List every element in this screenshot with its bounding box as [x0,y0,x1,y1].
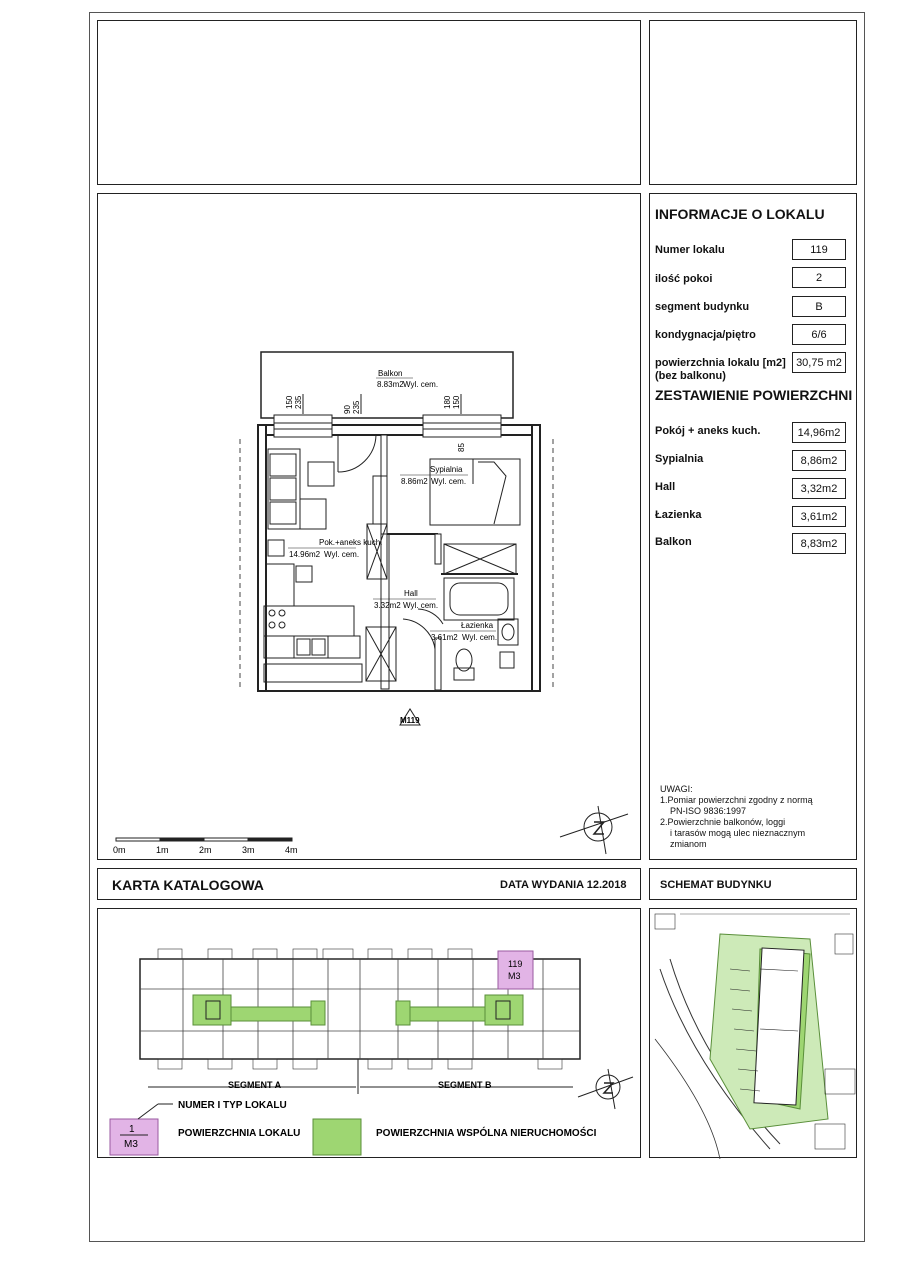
area-label-lazienka: Łazienka [655,509,702,521]
site-map-drawing [650,909,858,1159]
info-label-powierzchnia-sub: (bez balkonu) [655,370,726,382]
info-value-numer: 119 [792,239,846,260]
notes-line-5: zmianom [670,839,707,849]
scale-1: 1m [156,845,169,855]
info-label-numer: Numer lokalu [655,244,725,256]
hall-name: Hall [404,589,418,598]
notes-line-2: PN-ISO 9836:1997 [670,806,747,816]
floor-plan-panel [97,193,641,860]
info-heading: INFORMACJE O LOKALU [655,206,825,222]
dim-label-1a: 150 [285,395,294,409]
dim-label-1b: 235 [294,395,303,409]
area-label-balkon: Balkon [655,536,692,548]
info-label-powierzchnia: powierzchnia lokalu [m2] [655,357,786,369]
info-value-kondygnacja: 6/6 [792,324,846,345]
balkon-name: Balkon [378,369,403,378]
info-label-segment: segment budynku [655,301,750,313]
area-label-hall: Hall [655,481,676,493]
header-box-right [649,20,857,185]
areas-heading: ZESTAWIENIE POWIERZCHNI [655,387,853,403]
notes-line-4: i tarasów mogą ulec nieznacznym [670,828,806,838]
catalog-title: KARTA KATALOGOWA [112,877,264,893]
scale-3: 3m [242,845,255,855]
dim-label-3b: 150 [452,395,461,409]
info-value-powierzchnia: 30,75 m2 [792,352,846,373]
schemat-title-bar [649,868,857,900]
notes-title: UWAGI: [660,784,693,794]
lazienka-area: 3.61m2 [431,633,458,642]
building-plan-panel [97,908,641,1158]
pokoj-area: 14.96m2 [289,550,321,559]
balkon-floor: Wyl. cem. [403,380,439,389]
legend-tag-type: M3 [124,1139,138,1150]
notes-line-3: 2.Powierzchnie balkonów, loggi [660,817,786,827]
info-label-pokoi: ilość pokoi [655,273,713,285]
north-arrow-icon [578,1069,633,1109]
hall-area: 3.32m2 [374,601,401,610]
scale-2: 2m [199,845,212,855]
catalog-title-bar [97,868,641,900]
area-label-sypialnia: Sypialnia [655,453,704,465]
legend-tag-number: 1 [129,1124,135,1135]
area-value-balkon: 8,83m2 [792,533,846,554]
header-box-left [97,20,641,185]
unit-tag: M119 [400,716,420,725]
dim-label-2b: 235 [352,400,361,414]
sypialnia-area: 8.86m2 [401,477,428,486]
hall-floor: Wyl. cem. [403,601,439,610]
sypialnia-floor: Wyl. cem. [431,477,467,486]
area-label-pokoj: Pokój + aneks kuch. [655,425,761,437]
area-value-lazienka: 3,61m2 [792,506,846,527]
dim-label-4: 85 [457,443,466,452]
scale-0: 0m [113,845,126,855]
segment-b-label: SEGMENT B [438,1080,492,1090]
area-value-pokoj: 14,96m2 [792,422,846,443]
legend-pow-wspolna-label: POWIERZCHNIA WSPÓLNA NIERUCHOMOŚCI [376,1128,597,1139]
info-value-segment: B [792,296,846,317]
lazienka-floor: Wyl. cem. [462,633,498,642]
floor-plan-drawing [98,194,642,861]
dim-label-3a: 180 [443,395,452,409]
sypialnia-name: Sypialnia [430,465,463,474]
north-arrow-icon [560,806,628,854]
legend-pow-lokalu-label: POWIERZCHNIA LOKALU [178,1128,301,1139]
info-panel [649,193,857,860]
pokoj-floor: Wyl. cem. [324,550,360,559]
scale-4: 4m [285,845,298,855]
notes-line-1: 1.Pomiar powierzchni zgodny z normą [660,795,813,805]
balkon-area: 8.83m2 [377,380,404,389]
area-value-hall: 3,32m2 [792,478,846,499]
building-plan-drawing [98,909,642,1159]
site-map-panel [649,908,857,1158]
issue-date: DATA WYDANIA 12.2018 [500,879,627,891]
dim-label-2a: 90 [343,405,352,414]
pokoj-name: Pok.+aneks kuch. [319,538,383,547]
legend-numer-label: NUMER I TYP LOKALU [178,1100,287,1111]
schemat-title: SCHEMAT BUDYNKU [660,879,772,891]
segment-a-label: SEGMENT A [228,1080,282,1090]
lazienka-name: Łazienka [461,621,494,630]
mini-unit-number: 119 [508,959,523,969]
info-label-kondygnacja: kondygnacja/piętro [655,329,756,341]
area-value-sypialnia: 8,86m2 [792,450,846,471]
info-value-pokoi: 2 [792,267,846,288]
scale-bar [113,838,298,855]
mini-unit-type: M3 [508,971,521,981]
